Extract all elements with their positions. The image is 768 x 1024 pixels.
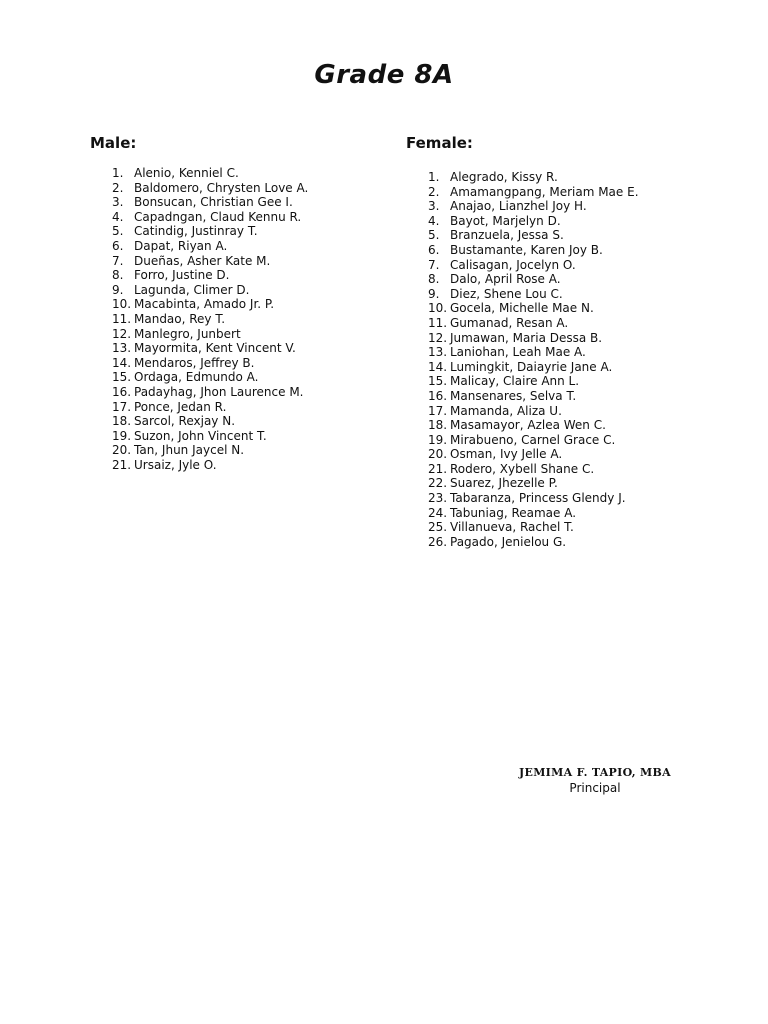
student-name: Anajao, Lianzhel Joy H. bbox=[450, 199, 587, 214]
male-student-list bbox=[112, 166, 308, 472]
student-number: 16. bbox=[112, 384, 132, 399]
student-name: Tabuniag, Reamae A. bbox=[450, 505, 577, 520]
student-number: 17. bbox=[428, 403, 448, 418]
student-number: 8. bbox=[428, 272, 440, 287]
student-number: 1. bbox=[112, 166, 124, 180]
female-student-item bbox=[428, 331, 639, 346]
male-student-item bbox=[112, 356, 308, 371]
male-student-item bbox=[112, 414, 308, 429]
student-number: 7. bbox=[428, 257, 440, 272]
student-name: Pagado, Jenielou G. bbox=[450, 534, 567, 549]
male-student-item bbox=[112, 443, 308, 458]
student-name: Padayhag, Jhon Laurence M. bbox=[134, 384, 304, 399]
male-student-item bbox=[112, 400, 308, 415]
male-student-item bbox=[112, 385, 308, 400]
student-number: 5. bbox=[428, 228, 440, 243]
student-name: Dapat, Riyan A. bbox=[134, 238, 228, 253]
student-name: Suarez, Jhezelle P. bbox=[450, 476, 558, 491]
student-number: 1. bbox=[428, 170, 440, 184]
student-number: 19. bbox=[112, 428, 132, 443]
female-student-item bbox=[428, 520, 639, 535]
student-name: Tan, Jhun Jaycel N. bbox=[134, 443, 245, 458]
student-name: Bustamante, Karen Joy B. bbox=[450, 242, 603, 257]
female-student-item bbox=[428, 374, 639, 389]
student-name: Gocela, Michelle Mae N. bbox=[450, 301, 594, 316]
student-number: 3. bbox=[112, 195, 124, 210]
female-student-item bbox=[428, 418, 639, 433]
student-name: Baldomero, Chrysten Love A. bbox=[134, 180, 309, 195]
female-student-item bbox=[428, 316, 639, 331]
student-number: 12. bbox=[112, 326, 132, 341]
student-name: Mendaros, Jeffrey B. bbox=[134, 355, 255, 370]
principal-name: JEMIMA F. TAPIO, MBA bbox=[519, 766, 671, 779]
student-number: 14. bbox=[428, 359, 448, 374]
student-name: Mandao, Rey T. bbox=[134, 311, 226, 326]
student-name: Gumanad, Resan A. bbox=[450, 315, 569, 330]
male-student-item bbox=[112, 254, 308, 269]
student-name: Suzon, John Vincent T. bbox=[134, 428, 267, 443]
female-student-item bbox=[428, 360, 639, 375]
page-title: Grade 8A bbox=[314, 60, 454, 90]
student-number: 10. bbox=[112, 297, 132, 312]
male-student-item bbox=[112, 166, 308, 181]
female-student-item bbox=[428, 476, 639, 491]
student-name: Bayot, Marjelyn D. bbox=[450, 213, 561, 228]
student-name: Masamayor, Azlea Wen C. bbox=[450, 418, 606, 433]
student-name: Dalo, April Rose A. bbox=[450, 272, 561, 287]
student-name: Ordaga, Edmundo A. bbox=[134, 370, 259, 385]
student-name: Sarcol, Rexjay N. bbox=[134, 414, 236, 429]
female-student-item bbox=[428, 287, 639, 302]
female-student-item bbox=[428, 199, 639, 214]
male-student-item bbox=[112, 341, 308, 356]
student-number: 20. bbox=[428, 447, 448, 462]
student-number: 12. bbox=[428, 330, 448, 345]
student-number: 9. bbox=[428, 286, 440, 301]
student-name: Mamanda, Aliza U. bbox=[450, 403, 562, 418]
student-name: Tabaranza, Princess Glendy J. bbox=[450, 491, 626, 506]
student-name: Malicay, Claire Ann L. bbox=[450, 374, 580, 389]
student-number: 23. bbox=[428, 491, 448, 506]
student-name: Amamangpang, Meriam Mae E. bbox=[450, 184, 639, 199]
student-name: Osman, Ivy Jelle A. bbox=[450, 447, 563, 462]
female-student-item bbox=[428, 447, 639, 462]
male-heading: Male: bbox=[90, 134, 137, 152]
female-student-list bbox=[428, 170, 639, 549]
female-student-item bbox=[428, 243, 639, 258]
student-number: 14. bbox=[112, 355, 132, 370]
male-student-item bbox=[112, 268, 308, 283]
student-name: Dueñas, Asher Kate M. bbox=[134, 253, 271, 268]
female-student-item bbox=[428, 272, 639, 287]
male-student-item bbox=[112, 224, 308, 239]
student-number: 19. bbox=[428, 432, 448, 447]
student-number: 4. bbox=[428, 213, 440, 228]
female-student-item bbox=[428, 170, 639, 185]
male-student-item bbox=[112, 181, 308, 196]
student-number: 15. bbox=[112, 370, 132, 385]
student-number: 18. bbox=[112, 414, 132, 429]
female-student-item bbox=[428, 228, 639, 243]
female-student-item bbox=[428, 404, 639, 419]
student-number: 8. bbox=[112, 268, 124, 283]
student-name: Rodero, Xybell Shane C. bbox=[450, 461, 595, 476]
male-student-item bbox=[112, 195, 308, 210]
student-number: 13. bbox=[112, 341, 132, 356]
student-number: 18. bbox=[428, 418, 448, 433]
student-name: Mansenares, Selva T. bbox=[450, 388, 577, 403]
student-name: Mayormita, Kent Vincent V. bbox=[134, 341, 296, 356]
student-number: 22. bbox=[428, 476, 448, 491]
signature-block bbox=[470, 766, 720, 795]
student-name: Lagunda, Climer D. bbox=[134, 282, 250, 297]
student-name: Jumawan, Maria Dessa B. bbox=[450, 330, 603, 345]
student-name: Branzuela, Jessa S. bbox=[450, 228, 564, 243]
student-name: Catindig, Justinray T. bbox=[134, 224, 258, 239]
student-number: 10. bbox=[428, 301, 448, 316]
female-student-item bbox=[428, 345, 639, 360]
student-name: Forro, Justine D. bbox=[134, 268, 230, 283]
female-student-item bbox=[428, 214, 639, 229]
female-student-item bbox=[428, 258, 639, 273]
student-name: Mirabueno, Carnel Grace C. bbox=[450, 432, 616, 447]
student-number: 5. bbox=[112, 224, 124, 239]
student-number: 6. bbox=[112, 238, 124, 253]
student-name: Ponce, Jedan R. bbox=[134, 399, 227, 414]
male-student-item bbox=[112, 370, 308, 385]
male-student-item bbox=[112, 312, 308, 327]
student-name: Villanueva, Rachel T. bbox=[450, 520, 574, 535]
student-number: 3. bbox=[428, 199, 440, 214]
female-student-item bbox=[428, 506, 639, 521]
student-number: 21. bbox=[428, 461, 448, 476]
student-number: 9. bbox=[112, 282, 124, 297]
student-number: 15. bbox=[428, 374, 448, 389]
student-number: 24. bbox=[428, 505, 448, 520]
student-number: 6. bbox=[428, 242, 440, 257]
student-name: Manlegro, Junbert bbox=[134, 326, 241, 341]
male-student-item bbox=[112, 297, 308, 312]
student-number: 21. bbox=[112, 457, 132, 472]
female-student-item bbox=[428, 389, 639, 404]
student-name: Lumingkit, Daiayrie Jane A. bbox=[450, 359, 613, 374]
female-student-item bbox=[428, 491, 639, 506]
student-name: Diez, Shene Lou C. bbox=[450, 286, 563, 301]
female-student-item bbox=[428, 535, 639, 550]
student-number: 13. bbox=[428, 345, 448, 360]
student-number: 20. bbox=[112, 443, 132, 458]
student-number: 2. bbox=[428, 184, 440, 199]
student-number: 25. bbox=[428, 520, 448, 535]
student-number: 2. bbox=[112, 180, 124, 195]
female-student-item bbox=[428, 462, 639, 477]
student-name: Calisagan, Jocelyn O. bbox=[450, 257, 576, 272]
student-number: 11. bbox=[428, 315, 448, 330]
student-name: Ursaiz, Jyle O. bbox=[134, 457, 217, 472]
male-student-item bbox=[112, 429, 308, 444]
male-student-item bbox=[112, 210, 308, 225]
student-number: 7. bbox=[112, 253, 124, 268]
student-name: Macabinta, Amado Jr. P. bbox=[134, 297, 275, 312]
student-name: Alenio, Kenniel C. bbox=[134, 166, 239, 180]
male-student-item bbox=[112, 327, 308, 342]
male-student-item bbox=[112, 283, 308, 298]
student-name: Bonsucan, Christian Gee I. bbox=[134, 195, 293, 210]
student-number: 26. bbox=[428, 534, 448, 549]
female-heading: Female: bbox=[406, 134, 473, 152]
student-number: 16. bbox=[428, 388, 448, 403]
female-student-item bbox=[428, 185, 639, 200]
student-name: Laniohan, Leah Mae A. bbox=[450, 345, 586, 360]
student-name: Capadngan, Claud Kennu R. bbox=[134, 209, 302, 224]
female-student-item bbox=[428, 433, 639, 448]
student-name: Alegrado, Kissy R. bbox=[450, 170, 558, 184]
female-student-item bbox=[428, 301, 639, 316]
male-student-item bbox=[112, 458, 308, 473]
principal-title: Principal bbox=[569, 781, 621, 795]
student-number: 4. bbox=[112, 209, 124, 224]
student-number: 17. bbox=[112, 399, 132, 414]
male-student-item bbox=[112, 239, 308, 254]
student-number: 11. bbox=[112, 311, 132, 326]
